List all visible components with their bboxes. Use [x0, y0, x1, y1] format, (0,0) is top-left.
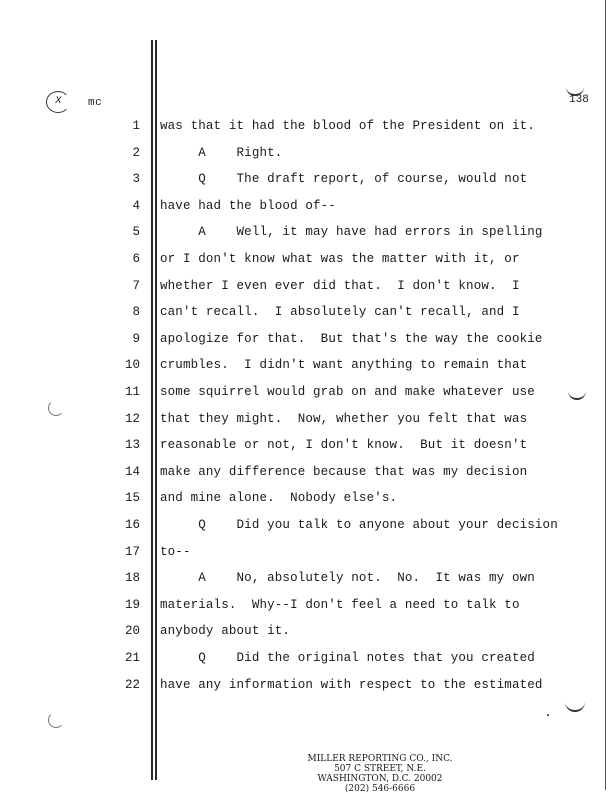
pen-mark: [565, 700, 585, 712]
line-text: have had the blood of--: [160, 198, 336, 213]
line-number: 17: [124, 544, 140, 559]
line-number: 16: [124, 518, 140, 532]
speck: [547, 714, 549, 716]
line-text: materials. Why--I don't feel a need to talk to: [160, 597, 520, 612]
line-text: and mine alone. Nobody else's.: [160, 491, 398, 506]
line-text: Q The draft report, of course, would not: [160, 172, 528, 187]
line-number: 1: [132, 119, 140, 133]
line-number: 12: [124, 411, 140, 426]
margin-rule-right: [155, 40, 157, 780]
line-text: apologize for that. But that's the way the cookie: [160, 331, 543, 346]
line-number: 4: [132, 198, 140, 213]
line-number: 14: [124, 464, 140, 479]
line-number: 13: [124, 438, 140, 453]
line-text: A Right.: [160, 145, 283, 160]
line-text: Q Did the original notes that you created: [160, 651, 535, 665]
line-number: 5: [132, 225, 140, 240]
footer-street: 507 C STREET, N.E.: [334, 764, 426, 774]
line-number: 19: [124, 597, 140, 612]
margin-rule-left: [151, 40, 153, 780]
page-edge: [605, 0, 606, 790]
reporter-initials: mc: [88, 97, 103, 109]
line-text: A No, absolutely not. No. It was my own: [160, 571, 535, 586]
line-number: 22: [124, 677, 140, 692]
line-number: 10: [124, 358, 140, 373]
line-text: some squirrel would grab on and make whatever use: [160, 385, 535, 399]
line-text: have any information with respect to the estimated: [160, 677, 543, 692]
line-number: 6: [132, 252, 140, 266]
line-text: reasonable or not, I don't know. But it doesn't: [160, 438, 528, 453]
line-text: whether I even ever did that. I don't know. I: [160, 278, 520, 293]
line-text: can't recall. I absolutely can't recall, and I: [160, 305, 520, 320]
line-text: crumbles. I didn't want anything to remain that: [160, 358, 528, 373]
punch-hole: [48, 712, 64, 728]
line-number: 8: [132, 305, 140, 320]
line-text: or I don't know what was the matter with it, or: [160, 252, 520, 266]
line-text: was that it had the blood of the President on it.: [160, 119, 535, 133]
pen-mark: [568, 388, 586, 400]
reporter-footer: [280, 754, 480, 794]
page-number: 138: [569, 94, 589, 106]
footer-company: MILLER REPORTING CO., INC.: [307, 754, 453, 764]
punch-hole: [48, 400, 64, 416]
footer-phone: (202) 546-6666: [344, 784, 416, 794]
circled-mark-text: X: [54, 96, 63, 107]
footer-city: WASHINGTON, D.C. 20002: [317, 774, 443, 784]
line-text: to--: [160, 544, 191, 559]
line-text: make any difference because that was my decision: [160, 464, 528, 479]
line-number: 11: [124, 385, 140, 399]
line-number: 2: [132, 145, 140, 160]
line-number: 20: [124, 624, 140, 639]
line-number: 3: [132, 172, 140, 187]
line-number: 18: [124, 571, 140, 586]
circled-mark: [46, 91, 70, 113]
line-text: anybody about it.: [160, 624, 291, 639]
line-number: 15: [124, 491, 140, 506]
line-text: that they might. Now, whether you felt that was: [160, 411, 528, 426]
line-number: 21: [124, 651, 140, 665]
line-text: A Well, it may have had errors in spelling: [160, 225, 543, 240]
line-number: 9: [132, 331, 140, 346]
line-number: 7: [132, 278, 140, 293]
line-text: Q Did you talk to anyone about your decision: [160, 518, 558, 532]
